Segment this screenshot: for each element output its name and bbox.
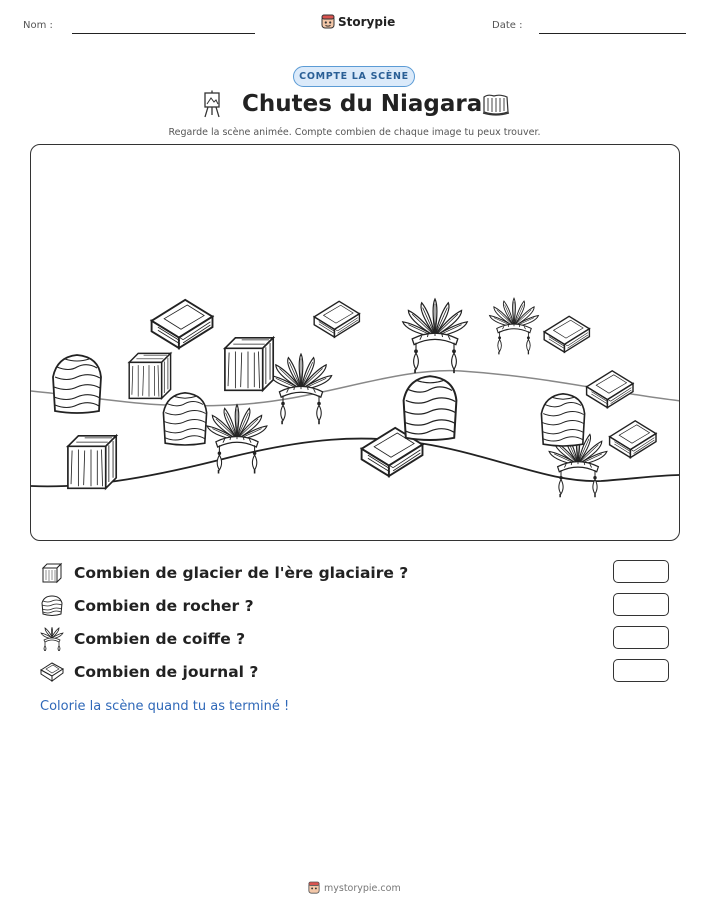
website-url[interactable]: mystorypie.com xyxy=(324,882,401,894)
answer-box-book[interactable] xyxy=(613,659,669,682)
waterfall-icon xyxy=(482,94,510,116)
scene-illustration xyxy=(31,145,680,541)
question-text: Combien de glacier de l'ère glaciaire ? xyxy=(74,564,409,582)
brand-logo xyxy=(321,14,395,30)
answer-box-glacier[interactable] xyxy=(613,560,669,583)
glacier-item xyxy=(225,338,273,391)
rock-item xyxy=(53,355,101,413)
book-item xyxy=(587,371,633,408)
question-row xyxy=(40,561,408,585)
coloring-note: Colorie la scène quand tu as terminé ! xyxy=(40,699,290,714)
question-text: Combien de rocher ? xyxy=(74,597,254,615)
website-footer[interactable] xyxy=(308,881,401,895)
glacier-item xyxy=(129,353,170,398)
headdress-item xyxy=(490,298,539,354)
rock-icon xyxy=(40,594,64,618)
book-item xyxy=(152,300,213,348)
question-row xyxy=(40,627,245,651)
headdress-item xyxy=(207,405,267,474)
storypie-mascot-icon xyxy=(321,14,335,30)
question-row xyxy=(40,594,254,618)
headdress-item xyxy=(403,299,468,373)
book-item xyxy=(610,421,656,458)
answer-box-headdress[interactable] xyxy=(613,626,669,649)
storypie-mascot-icon xyxy=(308,881,320,895)
rock-item xyxy=(404,376,457,440)
glacier-item xyxy=(68,436,116,489)
headdress-icon xyxy=(40,627,64,651)
counting-scene[interactable] xyxy=(30,144,680,541)
question-text: Combien de journal ? xyxy=(74,663,259,681)
glacier-icon xyxy=(40,561,64,585)
easel-icon xyxy=(202,90,222,118)
activity-badge: COMPTE LA SCÈNE xyxy=(293,66,415,87)
instructions-text: Regarde la scène animée. Compte combien de chaque image tu peux trouver. xyxy=(168,127,541,138)
rock-item xyxy=(541,394,584,446)
page-title: Chutes du Niagara xyxy=(242,91,483,117)
question-row xyxy=(40,660,258,684)
book-item xyxy=(544,316,589,352)
answer-box-rock[interactable] xyxy=(613,593,669,616)
date-label: Date : xyxy=(492,20,523,31)
headdress-item xyxy=(270,354,331,424)
date-field[interactable] xyxy=(539,33,686,34)
book-item xyxy=(314,301,359,337)
name-label: Nom : xyxy=(23,20,53,31)
brand-name: Storypie xyxy=(338,15,396,29)
book-icon xyxy=(40,660,64,684)
rock-item xyxy=(163,393,206,445)
name-field[interactable] xyxy=(72,33,255,34)
question-text: Combien de coiffe ? xyxy=(74,630,246,648)
